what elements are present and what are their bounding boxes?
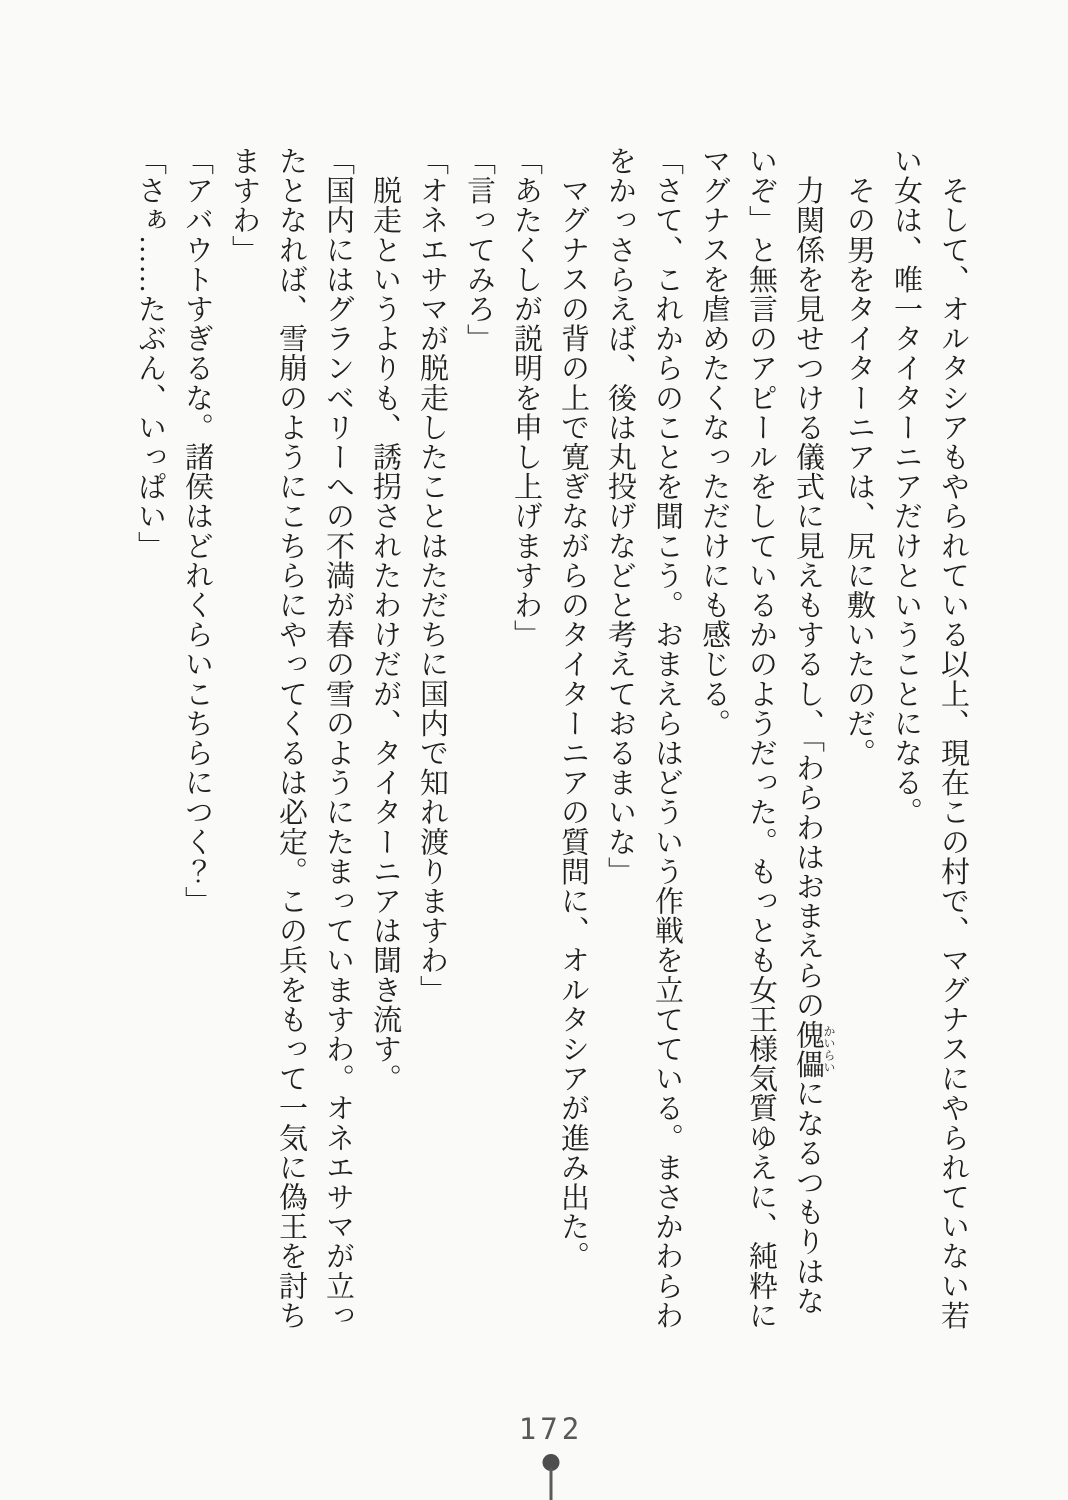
text-line: 「言ってみろ」	[463, 146, 495, 354]
text-line: 「オネエサマが脱走したことはただちに国内で知れ渡りますわ」	[416, 146, 448, 1005]
ruby-term: 傀儡かいらい	[792, 1019, 836, 1079]
text-block	[126, 146, 976, 1338]
footer-dot-ornament	[543, 1454, 560, 1471]
text-line: 「あたくしが説明を申し上げますわ」	[510, 146, 542, 650]
text-line: 「さて、これからのことを聞こう。おまえらはどういう作戦を立てている。まさかわらわ	[651, 146, 683, 1330]
text-line: 「さぁ……たぶん、いっぱい」	[134, 146, 166, 561]
text-line: たとなれば、雪崩のようにこちらにやってくるは必定。この兵をもって一気に偽王を討ち	[275, 146, 307, 1330]
text-line: ますわ」	[228, 146, 260, 265]
page-number: 172	[518, 1412, 584, 1446]
text-line: そして、オルタシアもやられている以上、現在この村で、マグナスにやられていない若	[937, 146, 969, 1330]
text-line: 「アバウトすぎるな。諸侯はどれくらいこちらにつく？」	[181, 146, 213, 916]
text-line: い女は、唯一タイターニアだけということになる。	[890, 146, 922, 827]
furigana: かいらい	[822, 1019, 836, 1079]
text-line: 「国内にはグランベリーへの不満が春の雪のようにたまっていますわ。オネエサマが立っ	[322, 146, 354, 1330]
text-line: マグナスを虐めたくなっただけにも感じる。	[698, 146, 730, 738]
text-line: マグナスの背の上で寛ぎながらのタイターニアの質問に、オルタシアが進み出た。	[557, 146, 589, 1271]
text-line: をかっさらえば、後は丸投げなどと考えておるまいな」	[604, 146, 636, 886]
text-line: その男をタイターニアは、尻に敷いたのだ。	[843, 146, 875, 768]
text-line: いぞ」と無言のアピールをしているかのようだった。もっとも女王様気質ゆえに、純粋に	[745, 146, 777, 1330]
text-line: 力関係を見せつける儀式に見えもするし、「わらわはおまえらの傀儡かいらいになるつもりはな	[792, 146, 836, 1316]
footer-line-ornament	[550, 1468, 553, 1500]
text-line: 脱走というよりも、誘拐されたわけだが、タイターニアは聞き流す。	[369, 146, 401, 1094]
